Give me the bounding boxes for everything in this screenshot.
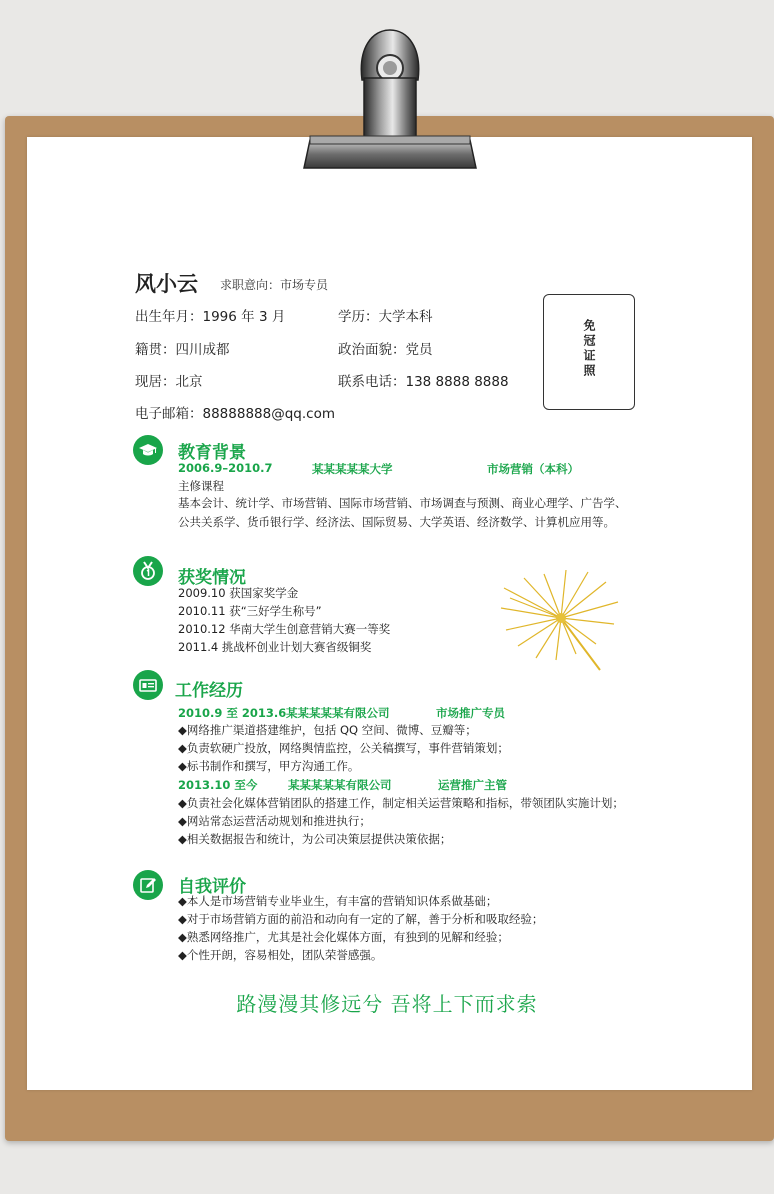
job-company: 某某某某某有限公司: [288, 778, 392, 792]
award-item: 2011.4 挑战杯创业计划大赛省级铜奖: [178, 640, 372, 654]
courses-list: 基本会计、统计学、市场营销、国际市场营销、市场调查与预测、商业心理学、广告学、公共关系学、货币银行学、经济法、国际贸易、大学英语、经济数学、计算机应用等。: [178, 496, 627, 529]
id-card-icon: [133, 670, 163, 700]
birth-date: 出生年月：1996 年 3 月: [135, 309, 286, 325]
award-item: 2009.10 获国家奖学金: [178, 586, 299, 600]
job-company: 某某某某某有限公司: [286, 706, 390, 720]
hometown: 籍贯：四川成都: [135, 342, 230, 358]
resume-name: 风小云: [135, 272, 198, 296]
education-school: 某某某某某大学: [312, 462, 393, 476]
binder-clip-icon: [300, 28, 480, 178]
job-duty: ◆网站常态运营活动规划和推进执行；: [178, 814, 371, 828]
award-item: 2010.11 获“三好学生称号”: [178, 604, 322, 618]
job-period: 2013.10 至今: [178, 778, 258, 792]
self-item: ◆本人是市场营销专业毕业生，有丰富的营销知识体系做基础；: [178, 894, 498, 908]
edit-icon: [133, 870, 163, 900]
motto: 路漫漫其修远兮 吾将上下而求索: [236, 992, 538, 1016]
job-duty: ◆负责社会化媒体营销团队的搭建工作，制定相关运营策略和指标，带领团队实施计划；: [178, 796, 624, 810]
email: 电子邮箱：88888888@qq.com: [135, 406, 335, 422]
self-item: ◆熟悉网络推广，尤其是社会化媒体方面，有独到的见解和经验；: [178, 930, 509, 944]
award-item: 2010.12 华南大学生创意营销大赛一等奖: [178, 622, 391, 636]
graduation-cap-icon: [133, 435, 163, 465]
job-duty: ◆标书制作和撰写，甲方沟通工作。: [178, 759, 360, 773]
section-title-awards: 获奖情况: [178, 568, 246, 588]
job-duty: ◆相关数据报告和统计，为公司决策层提供决策依据；: [178, 832, 452, 846]
self-item: ◆对于市场营销方面的前沿和动向有一定的了解，善于分析和吸取经验；: [178, 912, 544, 926]
job-period: 2010.9 至 2013.6: [178, 706, 287, 720]
photo-placeholder-text: 免冠证照: [582, 319, 596, 379]
photo-placeholder: [543, 294, 635, 410]
job-duty: ◆网络推广渠道搭建维护，包括 QQ 空间、微博、豆瓣等；: [178, 723, 477, 737]
section-title-education: 教育背景: [178, 443, 246, 463]
job-position: 运营推广主管: [438, 778, 507, 792]
section-title-self: 自我评价: [178, 877, 246, 897]
job-intent: 求职意向：市场专员: [220, 278, 329, 292]
education-period: 2006.9–2010.7: [178, 461, 273, 475]
dandelion-decoration: [496, 568, 626, 674]
self-item: ◆个性开朗，容易相处，团队荣誉感强。: [178, 948, 383, 962]
section-title-work: 工作经历: [175, 681, 243, 701]
courses-label: 主修课程: [178, 479, 224, 493]
education-major: 市场营销（本科）: [487, 462, 579, 476]
residence: 现居：北京: [135, 374, 203, 390]
education-level: 学历：大学本科: [338, 309, 433, 325]
phone: 联系电话：138 8888 8888: [338, 374, 509, 390]
job-position: 市场推广专员: [436, 706, 505, 720]
job-duty: ◆负责软硬广投放，网络舆情监控，公关稿撰写，事件营销策划；: [178, 741, 509, 755]
political-status: 政治面貌：党员: [338, 342, 433, 358]
medal-icon: [133, 556, 163, 586]
